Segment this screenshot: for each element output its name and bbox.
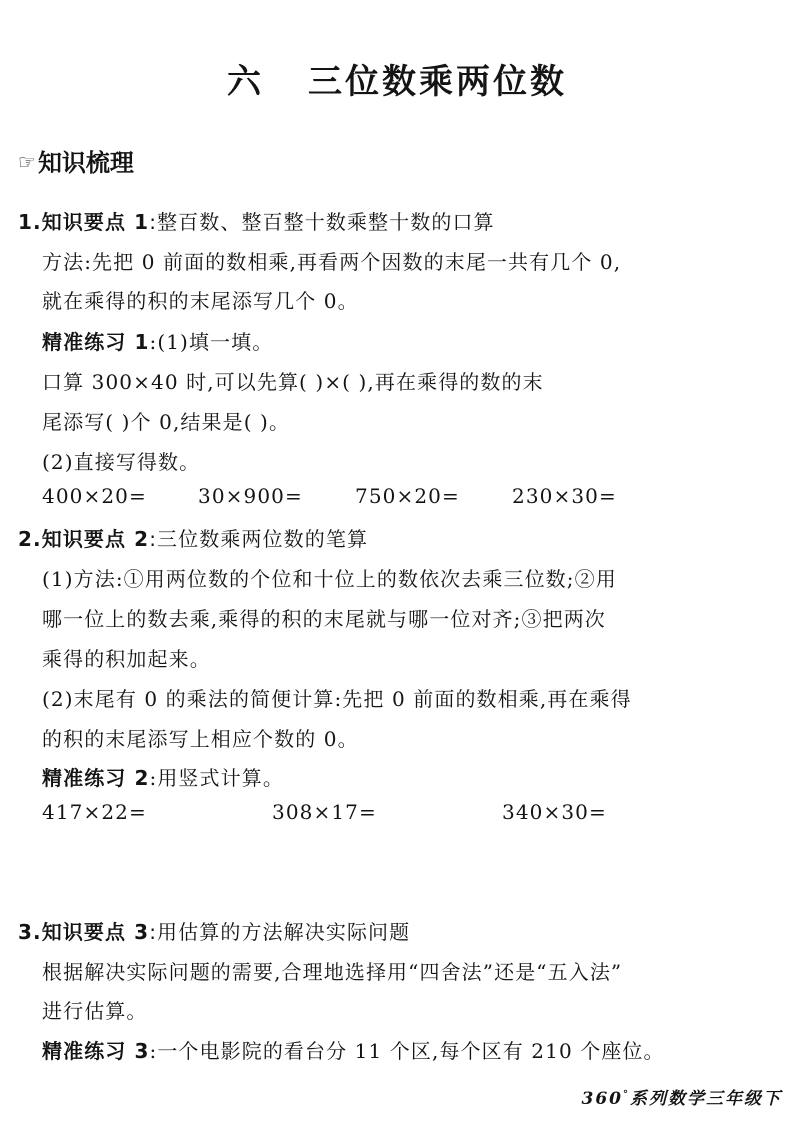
chapter-name: 三位数乘两位数: [308, 62, 567, 102]
calc-item: 30×900=: [198, 484, 303, 508]
point2-method-line3: 乘得的积加起来。: [42, 647, 211, 671]
practice3-heading: 精准练习 3:一个电影院的看台分 11 个区,每个区有 210 个座位。: [42, 1039, 665, 1063]
calc-item: 308×17=: [272, 800, 377, 824]
page-title: [0, 54, 794, 103]
calc-item: 400×20=: [42, 484, 147, 508]
footer-brand: 360: [581, 1089, 623, 1109]
point1-heading: 1.知识要点 1:整百数、整百整十数乘整十数的口算: [18, 210, 495, 234]
point2-heading: 2.知识要点 2:三位数乘两位数的笔算: [18, 527, 369, 551]
calc-item: 230×30=: [512, 484, 617, 508]
point2-method-line2: 哪一位上的数去乘,乘得的积的末尾就与哪一位对齐;③把两次: [42, 607, 606, 631]
section-heading: [18, 143, 134, 178]
page-footer: [582, 1084, 783, 1109]
footer-degree: °: [623, 1089, 630, 1101]
pointing-hand-icon: ☞: [18, 150, 36, 174]
practice2-heading: 精准练习 2:用竖式计算。: [42, 766, 284, 790]
practice1-q1-line2: 尾添写( )个 0,结果是( )。: [42, 410, 291, 434]
point2-method-line4: (2)末尾有 0 的乘法的简便计算:先把 0 前面的数相乘,再在乘得: [42, 687, 632, 711]
practice1-heading: 精准练习 1:(1)填一填。: [42, 330, 274, 354]
practice1-q2: (2)直接写得数。: [42, 450, 201, 474]
chapter-number: 六: [227, 62, 264, 102]
calc-item: 417×22=: [42, 800, 147, 824]
point3-method-line2: 进行估算。: [42, 999, 148, 1023]
practice1-q1-line1: 口算 300×40 时,可以先算( )×( ),再在乘得的数的末: [42, 370, 544, 394]
calc-item: 340×30=: [502, 800, 607, 824]
calc-item: 750×20=: [355, 484, 460, 508]
point2-method-line1: (1)方法:①用两位数的个位和十位上的数依次去乘三位数;②用: [42, 567, 617, 591]
section-label: 知识梳理: [37, 149, 134, 177]
point3-method-line1: 根据解决实际问题的需要,合理地选择用“四舍法”还是“五入法”: [42, 960, 623, 984]
point1-method-line1: 方法:先把 0 前面的数相乘,再看两个因数的末尾一共有几个 0,: [42, 250, 622, 274]
point3-heading: 3.知识要点 3:用估算的方法解决实际问题: [18, 920, 411, 944]
footer-series: 系列数学三年级下: [630, 1089, 782, 1109]
point1-method-line2: 就在乘得的积的末尾添写几个 0。: [42, 289, 359, 313]
point2-method-line5: 的积的末尾添写上相应个数的 0。: [42, 727, 359, 751]
